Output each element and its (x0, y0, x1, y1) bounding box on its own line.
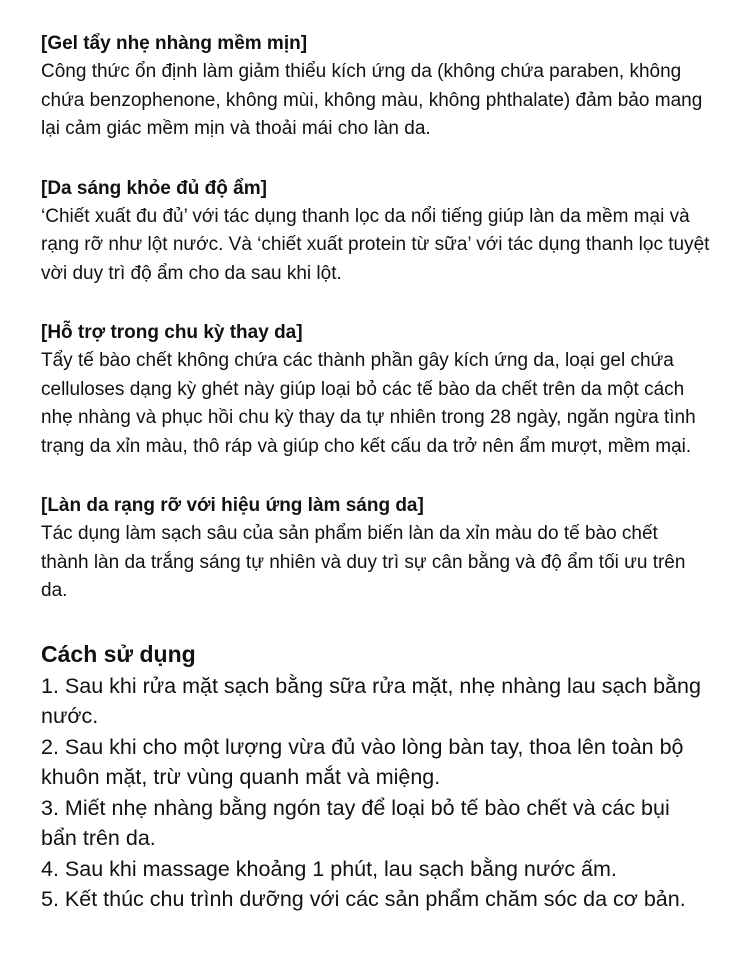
usage-steps-list (41, 671, 710, 915)
section-body: Công thức ổn định làm giảm thiểu kích ứng da (không chứa paraben, không chứa benzophenone, không mùi, không màu, không phthalate) đảm bảo mang lại cảm giác mềm mịn và thoải mái cho làn da. (41, 61, 703, 139)
section-radiant-skin (41, 492, 710, 606)
usage-section (41, 637, 710, 915)
usage-step: 3. Miết nhẹ nhàng bằng ngón tay để loại bỏ tế bào chết và các bụi bẩn trên da. (41, 795, 670, 850)
section-title: [Hỗ trợ trong chu kỳ thay da] (41, 322, 303, 343)
usage-step: 1. Sau khi rửa mặt sạch bằng sữa rửa mặt, nhẹ nhàng lau sạch bằng nước. (41, 673, 701, 728)
section-body: Tẩy tế bào chết không chứa các thành phần gây kích ứng da, loại gel chứa celluloses dạng kỳ ghét này giúp loại bỏ các tế bào da chết trên da một cách nhẹ nhàng và phục hồi chu kỳ thay da tự nhiên trong 28 ngày, ngăn ngừa tình trạng da xỉn màu, thô ráp và giúp cho kết cấu da trở nên ẩm mượt, mềm mại. (41, 350, 696, 457)
section-title: [Gel tẩy nhẹ nhàng mềm mịn] (41, 33, 308, 54)
usage-title: Cách sử dụng (41, 640, 196, 667)
section-gentle-gel (41, 30, 710, 144)
section-body: ‘Chiết xuất đu đủ’ với tác dụng thanh lọc da nổi tiếng giúp làn da mềm mại và rạng rỡ như lột nước. Và ‘chiết xuất protein từ sữa’ với tác dụng thanh lọc tuyệt vời duy trì độ ẩm cho da sau khi lột. (41, 205, 710, 284)
section-title: [Làn da rạng rỡ với hiệu ứng làm sáng da] (41, 495, 424, 516)
usage-step: 4. Sau khi massage khoảng 1 phút, lau sạch bằng nước ấm. (41, 856, 617, 881)
section-bright-moist-skin (41, 175, 710, 289)
section-body: Tác dụng làm sạch sâu của sản phẩm biến làn da xỉn màu do tế bào chết thành làn da trắng sáng tự nhiên và duy trì sự cân bằng và độ ẩm tối ưu trên da. (41, 523, 686, 601)
usage-step: 2. Sau khi cho một lượng vừa đủ vào lòng bàn tay, thoa lên toàn bộ khuôn mặt, trừ vùng quanh mắt và miệng. (41, 734, 684, 789)
section-skin-cycle-support (41, 319, 710, 461)
usage-step: 5. Kết thúc chu trình dưỡng với các sản phẩm chăm sóc da cơ bản. (41, 887, 686, 911)
section-title: [Da sáng khỏe đủ độ ẩm] (41, 177, 267, 199)
